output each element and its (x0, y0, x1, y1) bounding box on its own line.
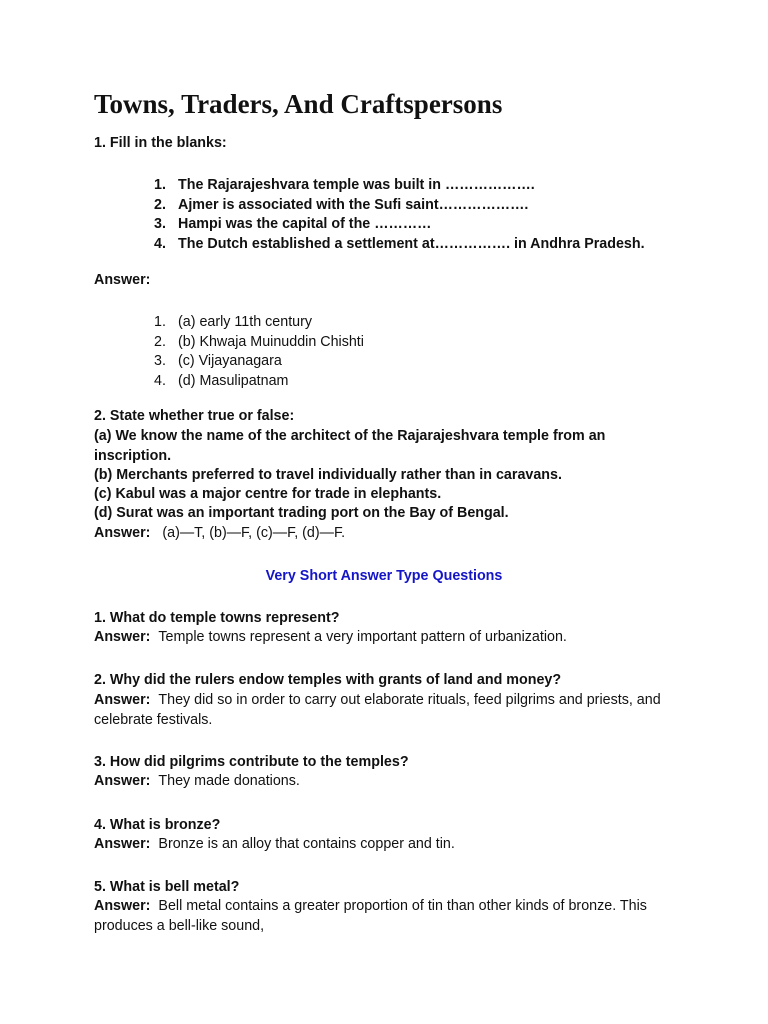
answer-text: They did so in order to carry out elaborate rituals, feed pilgrims and priests, and celebrate festivals. (94, 692, 661, 728)
list-item: 3. Hampi was the capital of the ………… (154, 216, 432, 232)
list-item: 3. (c) Vijayanagara (154, 353, 282, 369)
answer-text: (a)—T, (b)—F, (c)—F, (d)—F. (162, 525, 346, 541)
list-item: 4. (d) Masulipatnam (154, 372, 289, 389)
fill-blanks-answers (94, 313, 364, 391)
vsa-answer-4 (94, 835, 679, 855)
vsa-answer-2 (94, 691, 679, 730)
statement-a: (a) We know the name of the architect of the Rajarajeshvara temple from an inscription. (94, 428, 606, 464)
list-item: 2. (b) Khwaja Muinuddin Chishti (154, 333, 364, 350)
vsa-answer-5 (94, 897, 679, 936)
vsa-question-4: 4. What is bronze? (94, 817, 221, 833)
list-item: 2. Ajmer is associated with the Sufi saint………………. (154, 196, 529, 213)
section2-answer (94, 524, 679, 544)
list-item: 1. (a) early 11th century (154, 314, 313, 330)
vsa-answer-3 (94, 772, 679, 792)
section2-heading: 2. State whether true or false: (94, 408, 295, 424)
statement-c: (c) Kabul was a major centre for trade in elephants. (94, 486, 442, 502)
vsa-question-1: 1. What do temple towns represent? (94, 610, 340, 626)
answer-label: Answer: (94, 525, 151, 541)
page-title: Towns, Traders, And Craftspersons (94, 89, 503, 119)
answer-text: They made donations. (158, 773, 300, 789)
statement-b: (b) Merchants preferred to travel individually rather than in caravans. (94, 467, 562, 483)
answer-text: Bell metal contains a greater proportion of tin than other kinds of bronze. This produces a bell-like sound, (94, 898, 647, 934)
statement-d: (d) Surat was an important trading port on the Bay of Bengal. (94, 505, 509, 521)
vsa-question-2: 2. Why did the rulers endow temples with grants of land and money? (94, 672, 562, 688)
section1-heading: 1. Fill in the blanks: (94, 135, 227, 151)
answer-label: Answer: (94, 692, 151, 708)
fill-blanks-questions (94, 176, 645, 254)
list-item: 1. The Rajarajeshvara temple was built in ………………. (154, 177, 535, 193)
answer-text: Bronze is an alloy that contains copper and tin. (158, 836, 455, 852)
answer-label: Answer: (94, 836, 151, 852)
vsa-question-3: 3. How did pilgrims contribute to the temples? (94, 754, 409, 770)
answer-label: Answer: (94, 898, 151, 914)
vsa-question-5: 5. What is bell metal? (94, 879, 240, 895)
vsa-answer-1 (94, 628, 679, 648)
section1-answer-label: Answer: (94, 272, 151, 288)
vsa-heading: Very Short Answer Type Questions (265, 568, 503, 584)
answer-label: Answer: (94, 773, 151, 789)
answer-label: Answer: (94, 629, 151, 645)
answer-text: Temple towns represent a very important pattern of urbanization. (158, 629, 567, 645)
list-item: 4. The Dutch established a settlement at……………. in Andhra Pradesh. (154, 235, 645, 252)
